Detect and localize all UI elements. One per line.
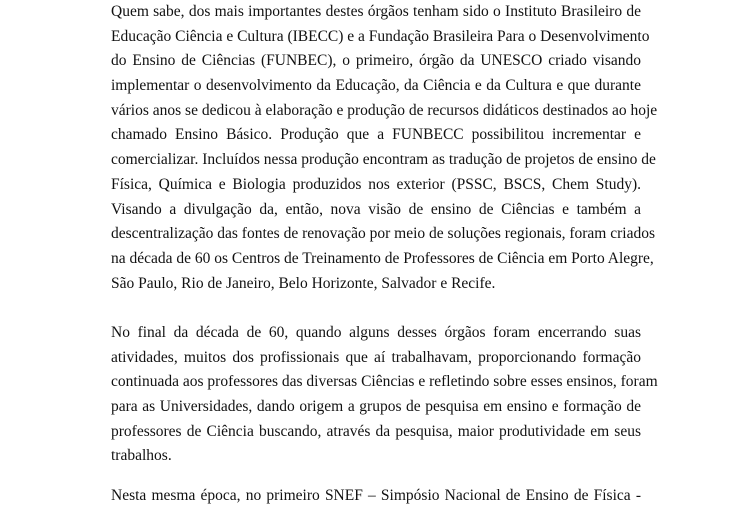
paragraph-line: No final da década de 60, quando alguns desses órgãos foram encerrando suas (111, 324, 641, 341)
paragraph-line: Nesta mesma época, no primeiro SNEF – Simpósio Nacional de Ensino de Física - (111, 487, 641, 504)
paragraph-1 (111, 0, 658, 296)
paragraph-line: descentralização das fontes de renovação por meio de soluções regionais, foram criados (111, 225, 655, 243)
paragraph-line: para as Universidades, dando origem a grupos de pesquisa em ensino e formação de (111, 398, 641, 416)
paragraph-line: continuada aos professores das diversas Ciências e refletindo sobre esses ensinos, foram (111, 373, 658, 391)
paragraph-line: na década de 60 os Centros de Treinamento de Professores de Ciência em Porto Alegre, (111, 249, 654, 267)
paragraph-line: comercializar. Incluídos nessa produção encontram as tradução de projetos de ensino de (111, 151, 656, 169)
paragraph-line: atividades, muitos dos profissionais que aí trabalhavam, proporcionando formação (111, 348, 641, 366)
paragraph-3 (111, 484, 641, 509)
paragraph-line: Visando a divulgação da, então, nova visão de ensino de Ciências e também a (111, 200, 641, 218)
paragraph-line: professores de Ciência buscando, através da pesquisa, maior produtividade em seus (111, 422, 641, 440)
paragraph-line: Quem sabe, dos mais importantes destes órgãos tenham sido o Instituto Brasileiro de (111, 3, 641, 20)
paragraph-line: trabalhos. (111, 447, 172, 465)
paragraph-line: São Paulo, Rio de Janeiro, Belo Horizonte, Salvador e Recife. (111, 274, 496, 292)
paragraph-line: chamado Ensino Básico. Produção que a FUNBECC possibilitou incrementar e (111, 126, 641, 144)
paragraph-line: vários anos se dedicou à elaboração e produção de recursos didáticos destinados ao hoje (111, 101, 658, 119)
paragraph-line: Física, Química e Biologia produzidos nos exterior (PSSC, BSCS, Chem Study). (111, 175, 641, 193)
paragraph-2 (111, 321, 658, 469)
paragraph-line: implementar o desenvolvimento da Educação, da Ciência e da Cultura e que durante (111, 77, 641, 95)
paragraph-line: do Ensino de Ciências (FUNBEC), o primeiro, órgão da UNESCO criado visando (111, 52, 641, 70)
paragraph-line: Educação Ciência e Cultura (IBECC) e a Fundação Brasileira Para o Desenvolvimento (111, 27, 650, 45)
